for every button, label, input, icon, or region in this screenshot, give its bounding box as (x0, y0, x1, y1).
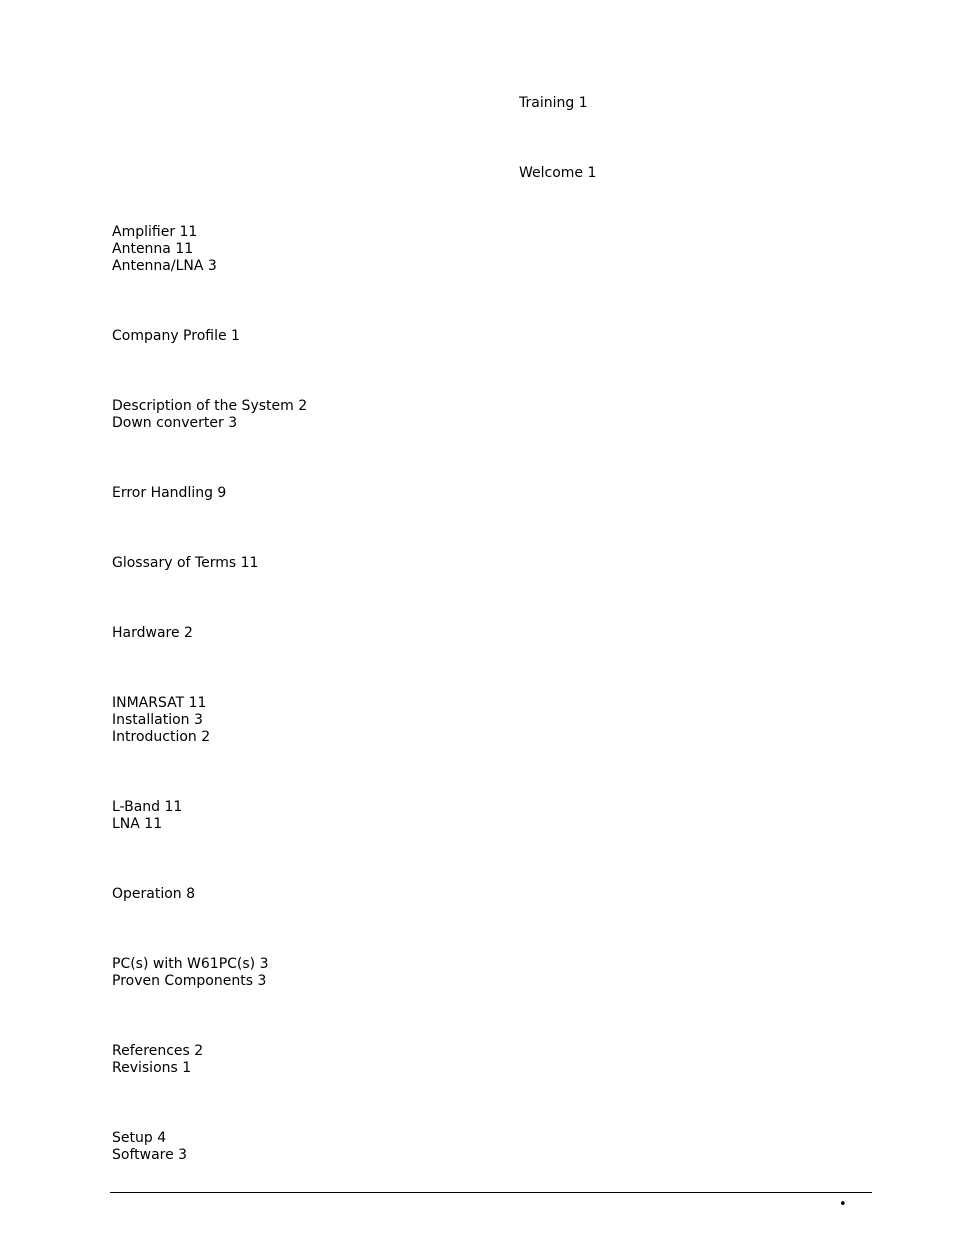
index-entry: Revisions 1 (112, 1060, 192, 1076)
index-group-gap (112, 833, 472, 886)
index-group (112, 485, 472, 502)
index-group-gap (112, 275, 472, 328)
index-entry: Hardware 2 (112, 625, 193, 641)
index-group-gap (112, 502, 472, 555)
index-entry: INMARSAT 11 (112, 695, 207, 711)
index-group (112, 1130, 472, 1164)
index-entry: Introduction 2 (112, 729, 211, 745)
index-group (112, 625, 472, 642)
index-entry: Setup 4 (112, 1130, 167, 1146)
index-group (519, 165, 879, 182)
index-entry: Operation 8 (112, 886, 196, 902)
index-entry: Welcome 1 (519, 165, 597, 181)
index-entry: Training 1 (519, 95, 588, 111)
index-group-gap (112, 990, 472, 1043)
index-group-gap (112, 746, 472, 799)
index-group (112, 886, 472, 903)
index-entry: Installation 3 (112, 712, 203, 728)
index-entry: Description of the System 2 (112, 398, 308, 414)
index-column-right (519, 95, 879, 182)
index-column-left (112, 224, 472, 1164)
index-entry: Software 3 (112, 1147, 188, 1163)
index-entry: LNA 11 (112, 816, 163, 832)
index-entry: PC(s) with W61PC(s) 3 (112, 956, 269, 972)
index-group (112, 398, 472, 432)
index-entry: Proven Components 3 (112, 973, 267, 989)
index-entry: Glossary of Terms 11 (112, 555, 259, 571)
index-entry: L-Band 11 (112, 799, 183, 815)
index-entry: References 2 (112, 1043, 204, 1059)
index-group (112, 799, 472, 833)
index-group-gap (112, 642, 472, 695)
index-group-gap (112, 345, 472, 398)
index-entry: Down converter 3 (112, 415, 238, 431)
index-group-gap (112, 903, 472, 956)
index-group-gap (112, 432, 472, 485)
index-group (112, 328, 472, 345)
index-entry: Amplifier 11 (112, 224, 198, 240)
index-entry: Antenna/LNA 3 (112, 258, 217, 274)
footer-bullet: • (839, 1197, 847, 1212)
index-entry: Company Profile 1 (112, 328, 240, 344)
index-group (112, 695, 472, 746)
index-group (112, 956, 472, 990)
index-group-gap (112, 572, 472, 625)
index-entry: Error Handling 9 (112, 485, 227, 501)
index-group-gap (112, 1077, 472, 1130)
index-entry: Antenna 11 (112, 241, 194, 257)
index-group (112, 224, 472, 275)
index-group-gap (519, 112, 879, 165)
index-group (519, 95, 879, 112)
index-group (112, 555, 472, 572)
index-group (112, 1043, 472, 1077)
footer-rule (110, 1192, 872, 1193)
